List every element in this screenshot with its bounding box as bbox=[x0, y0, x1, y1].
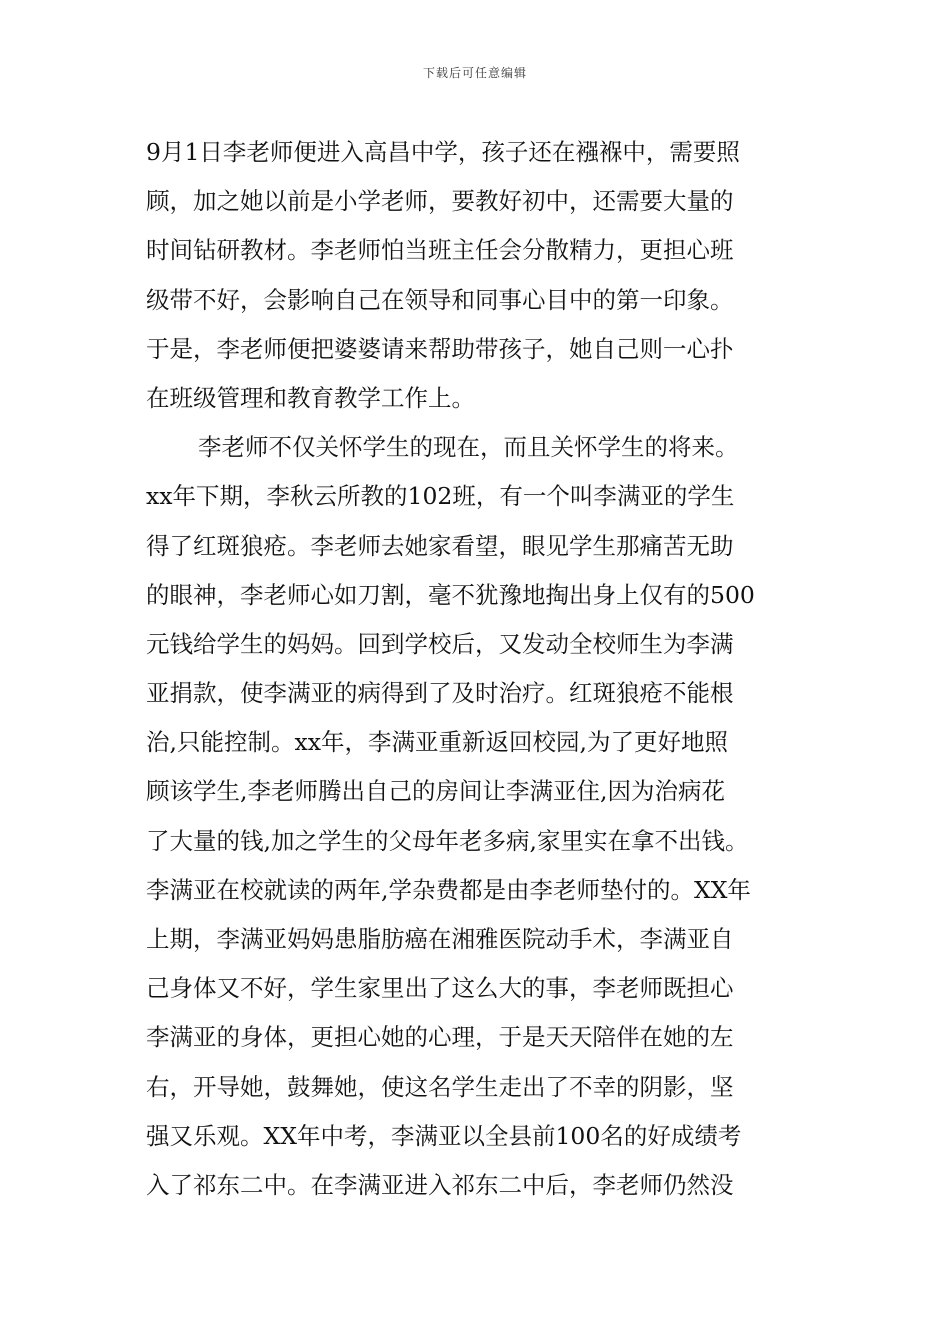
text-line: 亚捐款，使李满亚的病得到了及时治疗。红斑狼疮不能根 bbox=[146, 679, 734, 708]
text-line: xx年下期，李秋云所教的102班，有一个叫李满亚的学生 bbox=[146, 482, 735, 511]
text-line: 上期，李满亚妈妈患脂肪癌在湘雅医院动手术，李满亚自 bbox=[146, 925, 734, 953]
text-line: 李满亚在校就读的两年,学杂费都是由李老师垫付的。XX年 bbox=[146, 875, 751, 904]
document-body bbox=[146, 128, 826, 1210]
text-line: 在班级管理和教育教学工作上。 bbox=[146, 383, 475, 412]
text-line: 了大量的钱,加之学生的父母年老多病,家里实在拿不出钱。 bbox=[146, 826, 749, 855]
text-line: 右，开导她，鼓舞她，使这名学生走出了不幸的阴影，坚 bbox=[146, 1072, 734, 1101]
text-line: 时间钻研教材。李老师怕当班主任会分散精力，更担心班 bbox=[146, 236, 734, 265]
text-line: 治,只能控制。xx年，李满亚重新返回校园,为了更好地照 bbox=[146, 728, 728, 757]
paragraph bbox=[146, 128, 826, 423]
text-line: 得了红斑狼疮。李老师去她家看望，眼见学生那痛苦无助 bbox=[146, 531, 734, 560]
text-line: 9月1日李老师便进入高昌中学，孩子还在襁褓中，需要照 bbox=[146, 138, 740, 166]
text-line: 李老师不仅关怀学生的现在，而且关怀学生的将来。 bbox=[198, 433, 739, 462]
text-line: 强又乐观。XX年中考，李满亚以全县前100名的好成绩考 bbox=[146, 1121, 742, 1150]
text-line: 入了祁东二中。在李满亚进入祁东二中后，李老师仍然没 bbox=[146, 1170, 734, 1199]
text-line: 顾，加之她以前是小学老师，要教好初中，还需要大量的 bbox=[146, 187, 734, 216]
text-line: 己身体又不好，学生家里出了这么大的事，李老师既担心 bbox=[146, 974, 734, 1003]
page-header: 下载后可任意编辑 bbox=[422, 66, 527, 80]
text-line: 级带不好，会影响自己在领导和同事心目中的第一印象。 bbox=[146, 285, 734, 314]
text-line: 顾该学生,李老师腾出自己的房间让李满亚住,因为治病花 bbox=[146, 777, 725, 806]
paragraph bbox=[146, 423, 826, 1210]
text-line: 李满亚的身体，更担心她的心理，于是天天陪伴在她的左 bbox=[146, 1023, 734, 1052]
text-line: 的眼神，李老师心如刀割，毫不犹豫地掏出身上仅有的500 bbox=[146, 580, 755, 609]
text-line: 元钱给学生的妈妈。回到学校后，又发动全校师生为李满 bbox=[146, 629, 734, 658]
text-line: 于是，李老师便把婆婆请来帮助带孩子，她自己则一心扑 bbox=[146, 334, 734, 363]
